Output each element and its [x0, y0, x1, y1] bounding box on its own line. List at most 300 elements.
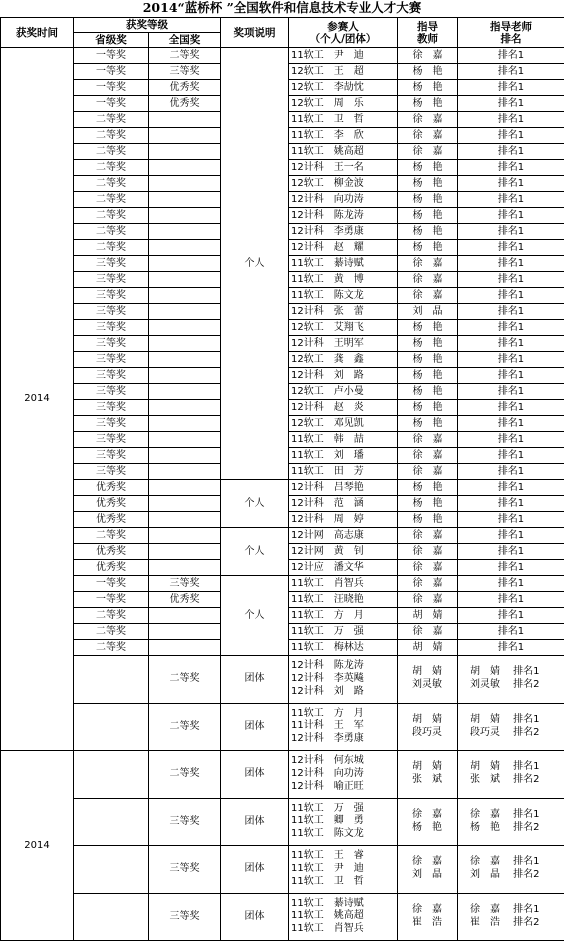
teacher-cell: 杨 艳: [398, 240, 458, 256]
team-participants-cell: [289, 656, 398, 704]
team-member: 12计科 向功涛: [291, 767, 364, 779]
provincial-award-cell: 一等奖: [74, 64, 149, 80]
national-award-cell: 二等奖: [149, 751, 221, 799]
header-national: 全国奖: [149, 33, 221, 48]
teacher-cell: 杨 艳: [398, 176, 458, 192]
provincial-award-cell: 三等奖: [74, 272, 149, 288]
provincial-award-cell: [74, 893, 149, 941]
participant-cell: 11软工 綦诗赋: [289, 256, 398, 272]
team-teacher-rank: 徐 嘉 排名1: [470, 808, 540, 820]
participant-cell: 12计应 潘文华: [289, 560, 398, 576]
teacher-cell: 徐 嘉: [398, 576, 458, 592]
team-row: [1, 751, 564, 799]
team-member: 11软工 卿 勇: [291, 815, 364, 827]
award-desc-cell: 团体: [221, 656, 289, 704]
team-teacher-rank-cell: [458, 656, 564, 704]
national-award-cell: [149, 496, 221, 512]
teacher-cell: 杨 艳: [398, 336, 458, 352]
participant-cell: 12软工 卢小曼: [289, 384, 398, 400]
provincial-award-cell: 优秀奖: [74, 480, 149, 496]
national-award-cell: [149, 624, 221, 640]
provincial-award-cell: 二等奖: [74, 640, 149, 656]
year-cell: 2014: [1, 751, 74, 941]
participant-cell: 11软工 李 欣: [289, 128, 398, 144]
national-award-cell: [149, 144, 221, 160]
teacher-cell: 杨 艳: [398, 80, 458, 96]
teacher-rank-cell: 排名1: [458, 608, 564, 624]
national-award-cell: [149, 320, 221, 336]
team-teacher: 段巧灵: [412, 726, 442, 738]
participant-cell: 12软工 龚 鑫: [289, 352, 398, 368]
provincial-award-cell: 优秀奖: [74, 544, 149, 560]
provincial-award-cell: 优秀奖: [74, 560, 149, 576]
national-award-cell: 三等奖: [149, 798, 221, 846]
team-member: 11软工 卫 哲: [291, 875, 364, 887]
national-award-cell: [149, 240, 221, 256]
teacher-rank-cell: 排名1: [458, 352, 564, 368]
national-award-cell: [149, 608, 221, 624]
award-desc-cell: 团体: [221, 846, 289, 894]
team-teacher-rank: 段巧灵 排名2: [470, 726, 540, 738]
header-participant-line1: 参赛人: [327, 20, 359, 33]
national-award-cell: 三等奖: [149, 576, 221, 592]
team-participants-cell: [289, 703, 398, 751]
teacher-rank-cell: 排名1: [458, 256, 564, 272]
teacher-rank-cell: 排名1: [458, 272, 564, 288]
national-award-cell: 优秀奖: [149, 592, 221, 608]
teacher-rank-cell: 排名1: [458, 80, 564, 96]
teacher-rank-cell: 排名1: [458, 576, 564, 592]
team-member: 11软工 尹 迪: [291, 862, 364, 874]
national-award-cell: [149, 352, 221, 368]
teacher-cell: 杨 艳: [398, 96, 458, 112]
provincial-award-cell: 三等奖: [74, 368, 149, 384]
teacher-rank-cell: 排名1: [458, 128, 564, 144]
teacher-rank-cell: 排名1: [458, 480, 564, 496]
provincial-award-cell: 二等奖: [74, 176, 149, 192]
teacher-rank-cell: 排名1: [458, 416, 564, 432]
participant-cell: 12软工 柳金波: [289, 176, 398, 192]
provincial-award-cell: 三等奖: [74, 256, 149, 272]
teacher-cell: 杨 艳: [398, 64, 458, 80]
team-teachers-cell: [398, 893, 458, 941]
teacher-cell: 杨 艳: [398, 400, 458, 416]
teacher-cell: 徐 嘉: [398, 464, 458, 480]
teacher-cell: 胡 婧: [398, 608, 458, 624]
provincial-award-cell: 一等奖: [74, 592, 149, 608]
teacher-rank-cell: 排名1: [458, 384, 564, 400]
team-participants-cell: [289, 798, 398, 846]
teacher-cell: 杨 艳: [398, 224, 458, 240]
participant-cell: 11软工 刘 璠: [289, 448, 398, 464]
team-teacher: 徐 嘉: [412, 903, 442, 915]
header-teacher-rank: [458, 18, 564, 48]
team-row: [1, 798, 564, 846]
team-teacher-rank: 刘灵敏 排名2: [470, 679, 540, 691]
national-award-cell: [149, 256, 221, 272]
header-teacher: [398, 18, 458, 48]
team-member: 11软工 陈文龙: [291, 828, 364, 840]
provincial-award-cell: 三等奖: [74, 416, 149, 432]
participant-cell: 11软工 万 强: [289, 624, 398, 640]
teacher-cell: 杨 艳: [398, 352, 458, 368]
teacher-rank-cell: 排名1: [458, 448, 564, 464]
team-member: 12计科 李勇康: [291, 733, 364, 745]
team-member: 12计科 陈龙涛: [291, 660, 364, 672]
national-award-cell: [149, 160, 221, 176]
provincial-award-cell: 二等奖: [74, 128, 149, 144]
award-desc-cell: 团体: [221, 751, 289, 799]
participant-cell: 11软工 田 芳: [289, 464, 398, 480]
header-participant: [289, 18, 398, 48]
teacher-rank-cell: 排名1: [458, 208, 564, 224]
team-teacher: 崔 浩: [412, 916, 442, 928]
participant-cell: 11软工 黄 博: [289, 272, 398, 288]
table-row: [1, 480, 564, 496]
teacher-cell: 徐 嘉: [398, 288, 458, 304]
provincial-award-cell: [74, 656, 149, 704]
participant-cell: 11软工 方 月: [289, 608, 398, 624]
header-desc: 奖项说明: [221, 18, 289, 48]
national-award-cell: [149, 192, 221, 208]
team-teachers-cell: [398, 798, 458, 846]
provincial-award-cell: 三等奖: [74, 336, 149, 352]
participant-cell: 12计网 黄 钊: [289, 544, 398, 560]
team-teacher: 刘灵敏: [412, 679, 442, 691]
header-time: 获奖时间: [1, 18, 74, 48]
teacher-rank-cell: 排名1: [458, 592, 564, 608]
team-teacher-rank: 徐 嘉 排名1: [470, 903, 540, 915]
national-award-cell: [149, 480, 221, 496]
teacher-cell: 徐 嘉: [398, 128, 458, 144]
participant-cell: 12计科 王一名: [289, 160, 398, 176]
national-award-cell: 三等奖: [149, 893, 221, 941]
provincial-award-cell: 优秀奖: [74, 512, 149, 528]
team-member: 12计科 喻正旺: [291, 780, 364, 792]
provincial-award-cell: 二等奖: [74, 192, 149, 208]
participant-cell: 12软工 周 乐: [289, 96, 398, 112]
participant-cell: 12软工 艾翔飞: [289, 320, 398, 336]
national-award-cell: [149, 128, 221, 144]
teacher-cell: 徐 嘉: [398, 256, 458, 272]
provincial-award-cell: 二等奖: [74, 528, 149, 544]
teacher-rank-cell: 排名1: [458, 224, 564, 240]
teacher-cell: 杨 艳: [398, 320, 458, 336]
table-row: [1, 528, 564, 544]
national-award-cell: [149, 416, 221, 432]
participant-cell: 11软工 尹 迪: [289, 48, 398, 64]
participant-cell: 11软工 梅林达: [289, 640, 398, 656]
teacher-rank-cell: 排名1: [458, 544, 564, 560]
participant-cell: 12计科 赵 炎: [289, 400, 398, 416]
national-award-cell: 优秀奖: [149, 80, 221, 96]
participant-cell: 12计科 向功涛: [289, 192, 398, 208]
national-award-cell: 二等奖: [149, 703, 221, 751]
teacher-cell: 徐 嘉: [398, 432, 458, 448]
provincial-award-cell: 二等奖: [74, 208, 149, 224]
team-member: 11软工 肖智兵: [291, 923, 364, 935]
teacher-cell: 杨 艳: [398, 496, 458, 512]
teacher-rank-cell: 排名1: [458, 560, 564, 576]
team-teacher: 胡 婧: [412, 713, 442, 725]
provincial-award-cell: 一等奖: [74, 576, 149, 592]
national-award-cell: [149, 336, 221, 352]
team-teacher-rank: 张 斌 排名2: [470, 774, 540, 786]
provincial-award-cell: [74, 846, 149, 894]
team-member: 12计科 李英飚: [291, 672, 364, 684]
team-teacher: 胡 婧: [412, 666, 442, 678]
teacher-cell: 杨 艳: [398, 368, 458, 384]
provincial-award-cell: 三等奖: [74, 400, 149, 416]
participant-cell: 12计网 高志康: [289, 528, 398, 544]
participant-cell: 12计科 吕琴艳: [289, 480, 398, 496]
provincial-award-cell: 三等奖: [74, 304, 149, 320]
participant-cell: 11软工 陈文龙: [289, 288, 398, 304]
national-award-cell: 三等奖: [149, 64, 221, 80]
teacher-rank-cell: 排名1: [458, 640, 564, 656]
national-award-cell: [149, 304, 221, 320]
national-award-cell: [149, 640, 221, 656]
national-award-cell: [149, 368, 221, 384]
teacher-rank-cell: 排名1: [458, 320, 564, 336]
provincial-award-cell: 三等奖: [74, 320, 149, 336]
teacher-cell: 胡 婧: [398, 640, 458, 656]
team-teachers-cell: [398, 751, 458, 799]
team-teacher: 徐 嘉: [412, 856, 442, 868]
teacher-cell: 徐 嘉: [398, 560, 458, 576]
teacher-rank-cell: 排名1: [458, 624, 564, 640]
award-desc-cell: 个人: [221, 528, 289, 576]
award-desc-cell: 个人: [221, 480, 289, 528]
teacher-rank-cell: 排名1: [458, 192, 564, 208]
teacher-cell: 刘 晶: [398, 304, 458, 320]
participant-cell: 12软工 李劼忱: [289, 80, 398, 96]
provincial-award-cell: 二等奖: [74, 224, 149, 240]
national-award-cell: [149, 560, 221, 576]
teacher-cell: 杨 艳: [398, 512, 458, 528]
participant-cell: 12计科 张 蕾: [289, 304, 398, 320]
header-provincial: 省级奖: [74, 33, 149, 48]
provincial-award-cell: 二等奖: [74, 144, 149, 160]
team-teacher-rank-cell: [458, 846, 564, 894]
team-row: [1, 656, 564, 704]
team-teacher: 杨 艳: [412, 821, 442, 833]
national-award-cell: [149, 528, 221, 544]
award-desc-cell: 团体: [221, 703, 289, 751]
team-member: 11软工 王 睿: [291, 850, 364, 862]
teacher-cell: 徐 嘉: [398, 112, 458, 128]
teacher-cell: 徐 嘉: [398, 272, 458, 288]
teacher-cell: 徐 嘉: [398, 592, 458, 608]
team-member: 11计科 王 军: [291, 720, 364, 732]
team-teacher: 刘 晶: [412, 869, 442, 881]
provincial-award-cell: 一等奖: [74, 96, 149, 112]
team-teacher: 张 斌: [412, 774, 442, 786]
team-teacher-rank-cell: [458, 751, 564, 799]
national-award-cell: [149, 112, 221, 128]
participant-cell: 12软工 王 超: [289, 64, 398, 80]
participant-cell: 12计科 王明军: [289, 336, 398, 352]
teacher-rank-cell: 排名1: [458, 528, 564, 544]
team-teacher-rank-cell: [458, 703, 564, 751]
team-row: [1, 893, 564, 941]
teacher-cell: 杨 艳: [398, 480, 458, 496]
team-participants-cell: [289, 751, 398, 799]
award-desc-cell: 团体: [221, 893, 289, 941]
provincial-award-cell: 三等奖: [74, 448, 149, 464]
team-teacher-rank: 胡 婧 排名1: [470, 761, 540, 773]
team-member: 11软工 方 月: [291, 707, 364, 719]
provincial-award-cell: 二等奖: [74, 112, 149, 128]
participant-cell: 12计科 周 婷: [289, 512, 398, 528]
participant-cell: 12计科 范 涵: [289, 496, 398, 512]
team-teacher-rank: 刘 晶 排名2: [470, 869, 540, 881]
teacher-rank-cell: 排名1: [458, 288, 564, 304]
participant-cell: 11软工 肖智兵: [289, 576, 398, 592]
national-award-cell: [149, 448, 221, 464]
team-member: 11软工 綦诗赋: [291, 897, 364, 909]
national-award-cell: [149, 400, 221, 416]
teacher-cell: 徐 嘉: [398, 144, 458, 160]
teacher-rank-cell: 排名1: [458, 464, 564, 480]
award-table: [0, 17, 564, 941]
provincial-award-cell: [74, 751, 149, 799]
national-award-cell: [149, 384, 221, 400]
year-cell: 2014: [1, 48, 74, 751]
team-member: 11软工 姚高超: [291, 910, 364, 922]
team-teacher-rank: 胡 婧 排名1: [470, 666, 540, 678]
provincial-award-cell: 三等奖: [74, 384, 149, 400]
team-member: 11软工 万 强: [291, 802, 364, 814]
provincial-award-cell: 二等奖: [74, 624, 149, 640]
national-award-cell: [149, 544, 221, 560]
participant-cell: 12计科 刘 路: [289, 368, 398, 384]
team-teacher-rank: 徐 嘉 排名1: [470, 856, 540, 868]
participant-cell: 11软工 汪晓艳: [289, 592, 398, 608]
provincial-award-cell: 三等奖: [74, 352, 149, 368]
national-award-cell: 三等奖: [149, 846, 221, 894]
teacher-rank-cell: 排名1: [458, 112, 564, 128]
team-teachers-cell: [398, 846, 458, 894]
team-teacher-rank-cell: [458, 893, 564, 941]
teacher-rank-cell: 排名1: [458, 336, 564, 352]
teacher-cell: 徐 嘉: [398, 448, 458, 464]
teacher-rank-cell: 排名1: [458, 144, 564, 160]
team-row: [1, 703, 564, 751]
provincial-award-cell: 二等奖: [74, 608, 149, 624]
provincial-award-cell: 优秀奖: [74, 496, 149, 512]
provincial-award-cell: 三等奖: [74, 432, 149, 448]
teacher-rank-cell: 排名1: [458, 240, 564, 256]
sheet-title: 2014“蓝桥杯 ”全国软件和信息技术专业人才大赛: [142, 0, 422, 15]
teacher-rank-cell: 排名1: [458, 432, 564, 448]
team-teacher-rank-cell: [458, 798, 564, 846]
provincial-award-cell: 一等奖: [74, 80, 149, 96]
national-award-cell: 优秀奖: [149, 96, 221, 112]
award-table-body: [1, 48, 564, 941]
provincial-award-cell: 二等奖: [74, 240, 149, 256]
team-teacher-rank: 崔 浩 排名2: [470, 916, 540, 928]
header-teacher-rank-line1: 指导老师: [490, 20, 532, 33]
national-award-cell: [149, 432, 221, 448]
national-award-cell: 二等奖: [149, 48, 221, 64]
header-award-level: 获奖等级: [74, 18, 221, 33]
teacher-rank-cell: 排名1: [458, 176, 564, 192]
teacher-rank-cell: 排名1: [458, 400, 564, 416]
provincial-award-cell: 三等奖: [74, 464, 149, 480]
participant-cell: 12计科 赵 耀: [289, 240, 398, 256]
team-row: [1, 846, 564, 894]
team-participants-cell: [289, 846, 398, 894]
teacher-cell: 徐 嘉: [398, 528, 458, 544]
participant-cell: 12计科 陈龙涛: [289, 208, 398, 224]
teacher-cell: 杨 艳: [398, 384, 458, 400]
team-member: 12计科 刘 路: [291, 685, 364, 697]
national-award-cell: [149, 272, 221, 288]
provincial-award-cell: [74, 798, 149, 846]
team-teacher-rank: 胡 婧 排名1: [470, 713, 540, 725]
teacher-cell: 徐 嘉: [398, 624, 458, 640]
participant-cell: 12计科 李勇康: [289, 224, 398, 240]
header-teacher-rank-line2: 排名: [500, 32, 522, 45]
table-row: [1, 576, 564, 592]
team-member: 12计科 何东城: [291, 755, 364, 767]
award-desc-cell: 个人: [221, 576, 289, 656]
teacher-cell: 徐 嘉: [398, 544, 458, 560]
national-award-cell: 二等奖: [149, 656, 221, 704]
teacher-rank-cell: 排名1: [458, 512, 564, 528]
table-row: [1, 48, 564, 64]
national-award-cell: [149, 208, 221, 224]
teacher-cell: 杨 艳: [398, 160, 458, 176]
participant-cell: 11软工 姚高超: [289, 144, 398, 160]
header-participant-line2: （个人/团体）: [309, 32, 377, 45]
participant-cell: 11软工 韩 喆: [289, 432, 398, 448]
teacher-rank-cell: 排名1: [458, 304, 564, 320]
team-teachers-cell: [398, 656, 458, 704]
national-award-cell: [149, 512, 221, 528]
team-teachers-cell: [398, 703, 458, 751]
teacher-rank-cell: 排名1: [458, 48, 564, 64]
national-award-cell: [149, 176, 221, 192]
team-teacher: 胡 婧: [412, 761, 442, 773]
award-desc-cell: 团体: [221, 798, 289, 846]
teacher-cell: 徐 嘉: [398, 48, 458, 64]
teacher-cell: 杨 艳: [398, 192, 458, 208]
national-award-cell: [149, 464, 221, 480]
header-teacher-line1: 指导: [417, 20, 438, 33]
teacher-cell: 杨 艳: [398, 416, 458, 432]
teacher-rank-cell: 排名1: [458, 496, 564, 512]
provincial-award-cell: 一等奖: [74, 48, 149, 64]
participant-cell: 11软工 卫 哲: [289, 112, 398, 128]
provincial-award-cell: 二等奖: [74, 160, 149, 176]
teacher-rank-cell: 排名1: [458, 368, 564, 384]
participant-cell: 12软工 邓见凯: [289, 416, 398, 432]
national-award-cell: [149, 224, 221, 240]
national-award-cell: [149, 288, 221, 304]
provincial-award-cell: 三等奖: [74, 288, 149, 304]
teacher-rank-cell: 排名1: [458, 160, 564, 176]
teacher-cell: 杨 艳: [398, 208, 458, 224]
provincial-award-cell: [74, 703, 149, 751]
team-teacher: 徐 嘉: [412, 808, 442, 820]
header-teacher-line2: 教师: [417, 32, 438, 45]
teacher-rank-cell: 排名1: [458, 96, 564, 112]
team-participants-cell: [289, 893, 398, 941]
teacher-rank-cell: 排名1: [458, 64, 564, 80]
team-teacher-rank: 杨 艳 排名2: [470, 821, 540, 833]
